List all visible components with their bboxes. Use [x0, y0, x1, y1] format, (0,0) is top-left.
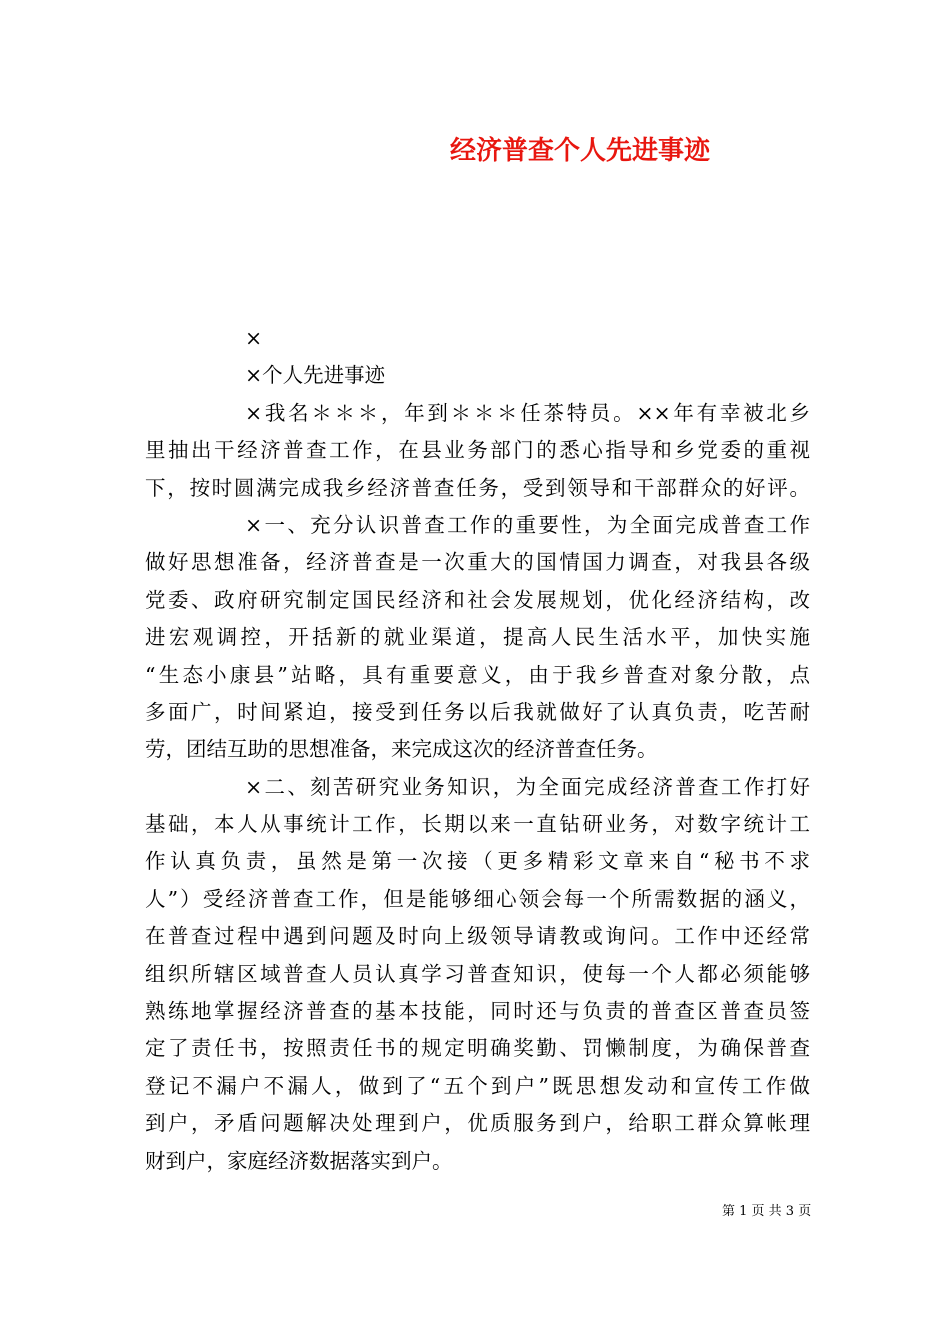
body-line-9: 进宏观调控，开括新的就业渠道，提高人民生活水平，加快实施 — [145, 625, 810, 650]
body-line-1: × — [245, 326, 263, 350]
body-line-17: 在普查过程中遇到问题及时向上级领导请教或询问。工作中还经常 — [145, 924, 810, 949]
body-line-6: ×一、充分认识普查工作的重要性，为全面完成普查工作 — [245, 512, 810, 537]
body-line-5: 下，按时圆满完成我乡经济普查任务，受到领导和干部群众的好评。 — [145, 475, 810, 500]
body-line-3: ×我名＊＊＊，年到＊＊＊任茶特员。××年有幸被北乡 — [245, 400, 810, 425]
body-line-21: 登记不漏户不漏人，做到了“五个到户”既思想发动和宣传工作做 — [145, 1073, 810, 1098]
body-line-2: ×个人先进事迹 — [245, 363, 386, 388]
body-line-12: 劳，团结互助的思想准备，来完成这次的经济普查任务。 — [145, 737, 658, 762]
body-line-14: 基础，本人从事统计工作，长期以来一直钻研业务，对数字统计工 — [145, 812, 810, 837]
document-body — [145, 320, 810, 1180]
body-line-18: 组织所辖区域普查人员认真学习普查知识，使每一个人都必须能够 — [145, 961, 810, 986]
body-line-10: “生态小康县”站略，具有重要意义，由于我乡普查对象分散，点 — [145, 662, 810, 687]
page-number: 第 1 页 共 3 页 — [722, 1204, 812, 1219]
body-line-15: 作认真负责，虽然是第一次接（更多精彩文章来自“秘书不求 — [145, 849, 810, 874]
body-line-8: 党委、政府研究制定国民经济和社会发展规划，优化经济结构，改 — [145, 587, 810, 612]
body-line-22: 到户，矛盾问题解决处理到户，优质服务到户，给职工群众算帐理 — [145, 1111, 810, 1136]
body-line-7: 做好思想准备，经济普查是一次重大的国情国力调查，对我县各级 — [145, 550, 810, 575]
body-line-19: 熟练地掌握经济普查的基本技能，同时还与负责的普查区普查员签 — [145, 999, 810, 1024]
document-title: 经济普查个人先进事迹 — [450, 136, 711, 166]
body-line-23: 财到户，家庭经济数据落实到户。 — [145, 1148, 453, 1173]
body-line-11: 多面广，时间紧迫，接受到任务以后我就做好了认真负责，吃苦耐 — [145, 699, 810, 724]
body-line-16: 人”）受经济普查工作，但是能够细心领会每一个所需数据的涵义， — [145, 886, 810, 911]
body-line-20: 定了责任书，按照责任书的规定明确奖勤、罚懒制度，为确保普查 — [145, 1036, 810, 1061]
body-line-13: ×二、刻苦研究业务知识，为全面完成经济普查工作打好 — [245, 774, 810, 799]
body-line-4: 里抽出干经济普查工作，在县业务部门的悉心指导和乡党委的重视 — [145, 438, 810, 463]
